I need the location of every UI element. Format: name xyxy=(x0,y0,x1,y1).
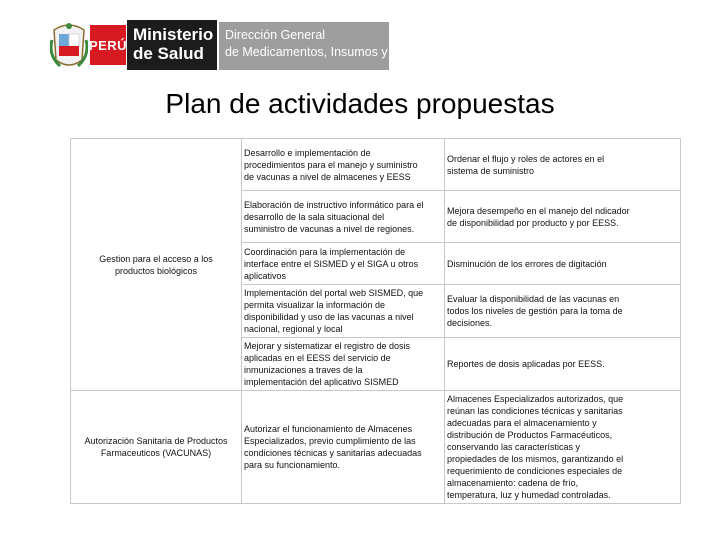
result-line: sistema de suministro xyxy=(447,165,535,176)
result-cell xyxy=(445,243,681,285)
result-line: propiedades de los mismos, garantizando el xyxy=(447,454,624,464)
activity-line: permita visualizar la información de xyxy=(244,300,386,310)
activity-cell xyxy=(242,391,445,504)
activity-line: nacional, regional y local xyxy=(244,324,343,334)
activity-line: Desarrollo e implementación de xyxy=(244,147,371,158)
table-row xyxy=(71,391,681,504)
activity-line: condiciones técnicas y sanitarias adecuadas xyxy=(244,448,422,458)
result-line: almacenamiento: cadena de frío, xyxy=(447,478,579,488)
ministry-logo xyxy=(127,20,217,70)
activity-line: inmunizaciones a traves de la xyxy=(244,365,363,375)
activity-line: disponibilidad y uso de las vacunas a nivel xyxy=(244,312,414,322)
category-line: Gestion para el acceso a los xyxy=(99,253,213,264)
result-line: Evaluar la disponibilidad de las vacunas en xyxy=(447,294,620,304)
activity-line: Mejorar y sistematizar el registro de dosis xyxy=(244,341,411,351)
directorate-logo xyxy=(219,22,432,70)
activity-cell xyxy=(242,285,445,338)
category-cell xyxy=(71,139,242,391)
activity-line: suministro de vacunas a nivel de regiones. xyxy=(244,223,415,234)
result-cell xyxy=(445,391,681,504)
activity-line: Implementación del portal web SISMED, que xyxy=(244,288,424,298)
page-header xyxy=(0,0,720,80)
ministry-line-2: de Salud xyxy=(133,44,204,63)
activity-line: para su funcionamiento. xyxy=(244,460,341,470)
activity-line: desarrollo de la sala situacional del xyxy=(244,211,385,222)
result-cell xyxy=(445,338,681,391)
activity-line: Elaboración de instructivo informático para el xyxy=(244,199,424,210)
page-title: Plan de actividades propuestas xyxy=(165,88,555,119)
result-line: Ordenar el flujo y roles de actores en el xyxy=(447,153,605,164)
activity-cell xyxy=(242,338,445,391)
category-line: Autorización Sanitaria de Productos xyxy=(84,436,228,446)
result-line: reúnan las condiciones técnicas y sanitarias xyxy=(447,406,623,416)
result-line: decisiones. xyxy=(447,318,493,328)
activity-line: interface entre el SISMED y el SIGA u otros xyxy=(244,258,419,269)
activity-line: Especializados, previo cumplimiento de las xyxy=(244,436,416,446)
peru-coat-of-arms-icon xyxy=(50,20,88,70)
result-cell xyxy=(445,139,681,191)
ministry-line-1: Ministerio xyxy=(133,25,214,44)
category-cell xyxy=(71,391,242,504)
activity-line: de vacunas a nivel de almacenes y EESS xyxy=(244,171,411,182)
result-cell xyxy=(445,285,681,338)
result-cell xyxy=(445,191,681,243)
activity-cell xyxy=(242,243,445,285)
result-line: Reportes de dosis aplicadas por EESS. xyxy=(447,359,605,369)
directorate-line-2: de Medicamentos, Insumos y Drogas xyxy=(225,45,432,59)
result-line: distribución de Productos Farmacéuticos, xyxy=(447,430,613,440)
result-line: Disminución de los errores de digitación xyxy=(447,258,607,269)
result-line: todos los niveles de gestión para la toma de xyxy=(447,306,623,316)
activity-line: aplicadas en el EESS del servicio de xyxy=(244,353,391,363)
result-line: Almacenes Especializados autorizados, que xyxy=(447,394,624,404)
activities-table xyxy=(70,138,681,504)
activity-cell xyxy=(242,191,445,243)
result-line: adecuadas para el almacenamiento y xyxy=(447,418,597,428)
result-line: requerimiento de condiciones especiales de xyxy=(447,466,623,476)
table-row xyxy=(71,139,681,191)
result-line: Mejora desempeño en el manejo del ndicador xyxy=(447,205,630,216)
result-line: de disponibilidad por producto y por EESS. xyxy=(447,217,619,228)
category-line: Farmaceuticos (VACUNAS) xyxy=(100,448,212,458)
activity-line: Autorizar el funcionamiento de Almacenes xyxy=(244,424,413,434)
directorate-line-1: Dirección General xyxy=(225,28,326,42)
result-line: temperatura, luz y humedad controladas. xyxy=(447,490,611,500)
activity-cell xyxy=(242,139,445,191)
result-line: conservando las características y xyxy=(447,442,581,452)
category-line: productos biológicos xyxy=(114,265,198,276)
activity-line: procedimientos para el manejo y suministro xyxy=(244,159,418,170)
activity-line: aplicativos xyxy=(244,270,287,281)
peru-label: PERÚ xyxy=(90,25,126,65)
activity-line: Coordinación para la implementación de xyxy=(244,246,406,257)
activity-line: implementación del aplicativo SISMED xyxy=(244,377,399,387)
